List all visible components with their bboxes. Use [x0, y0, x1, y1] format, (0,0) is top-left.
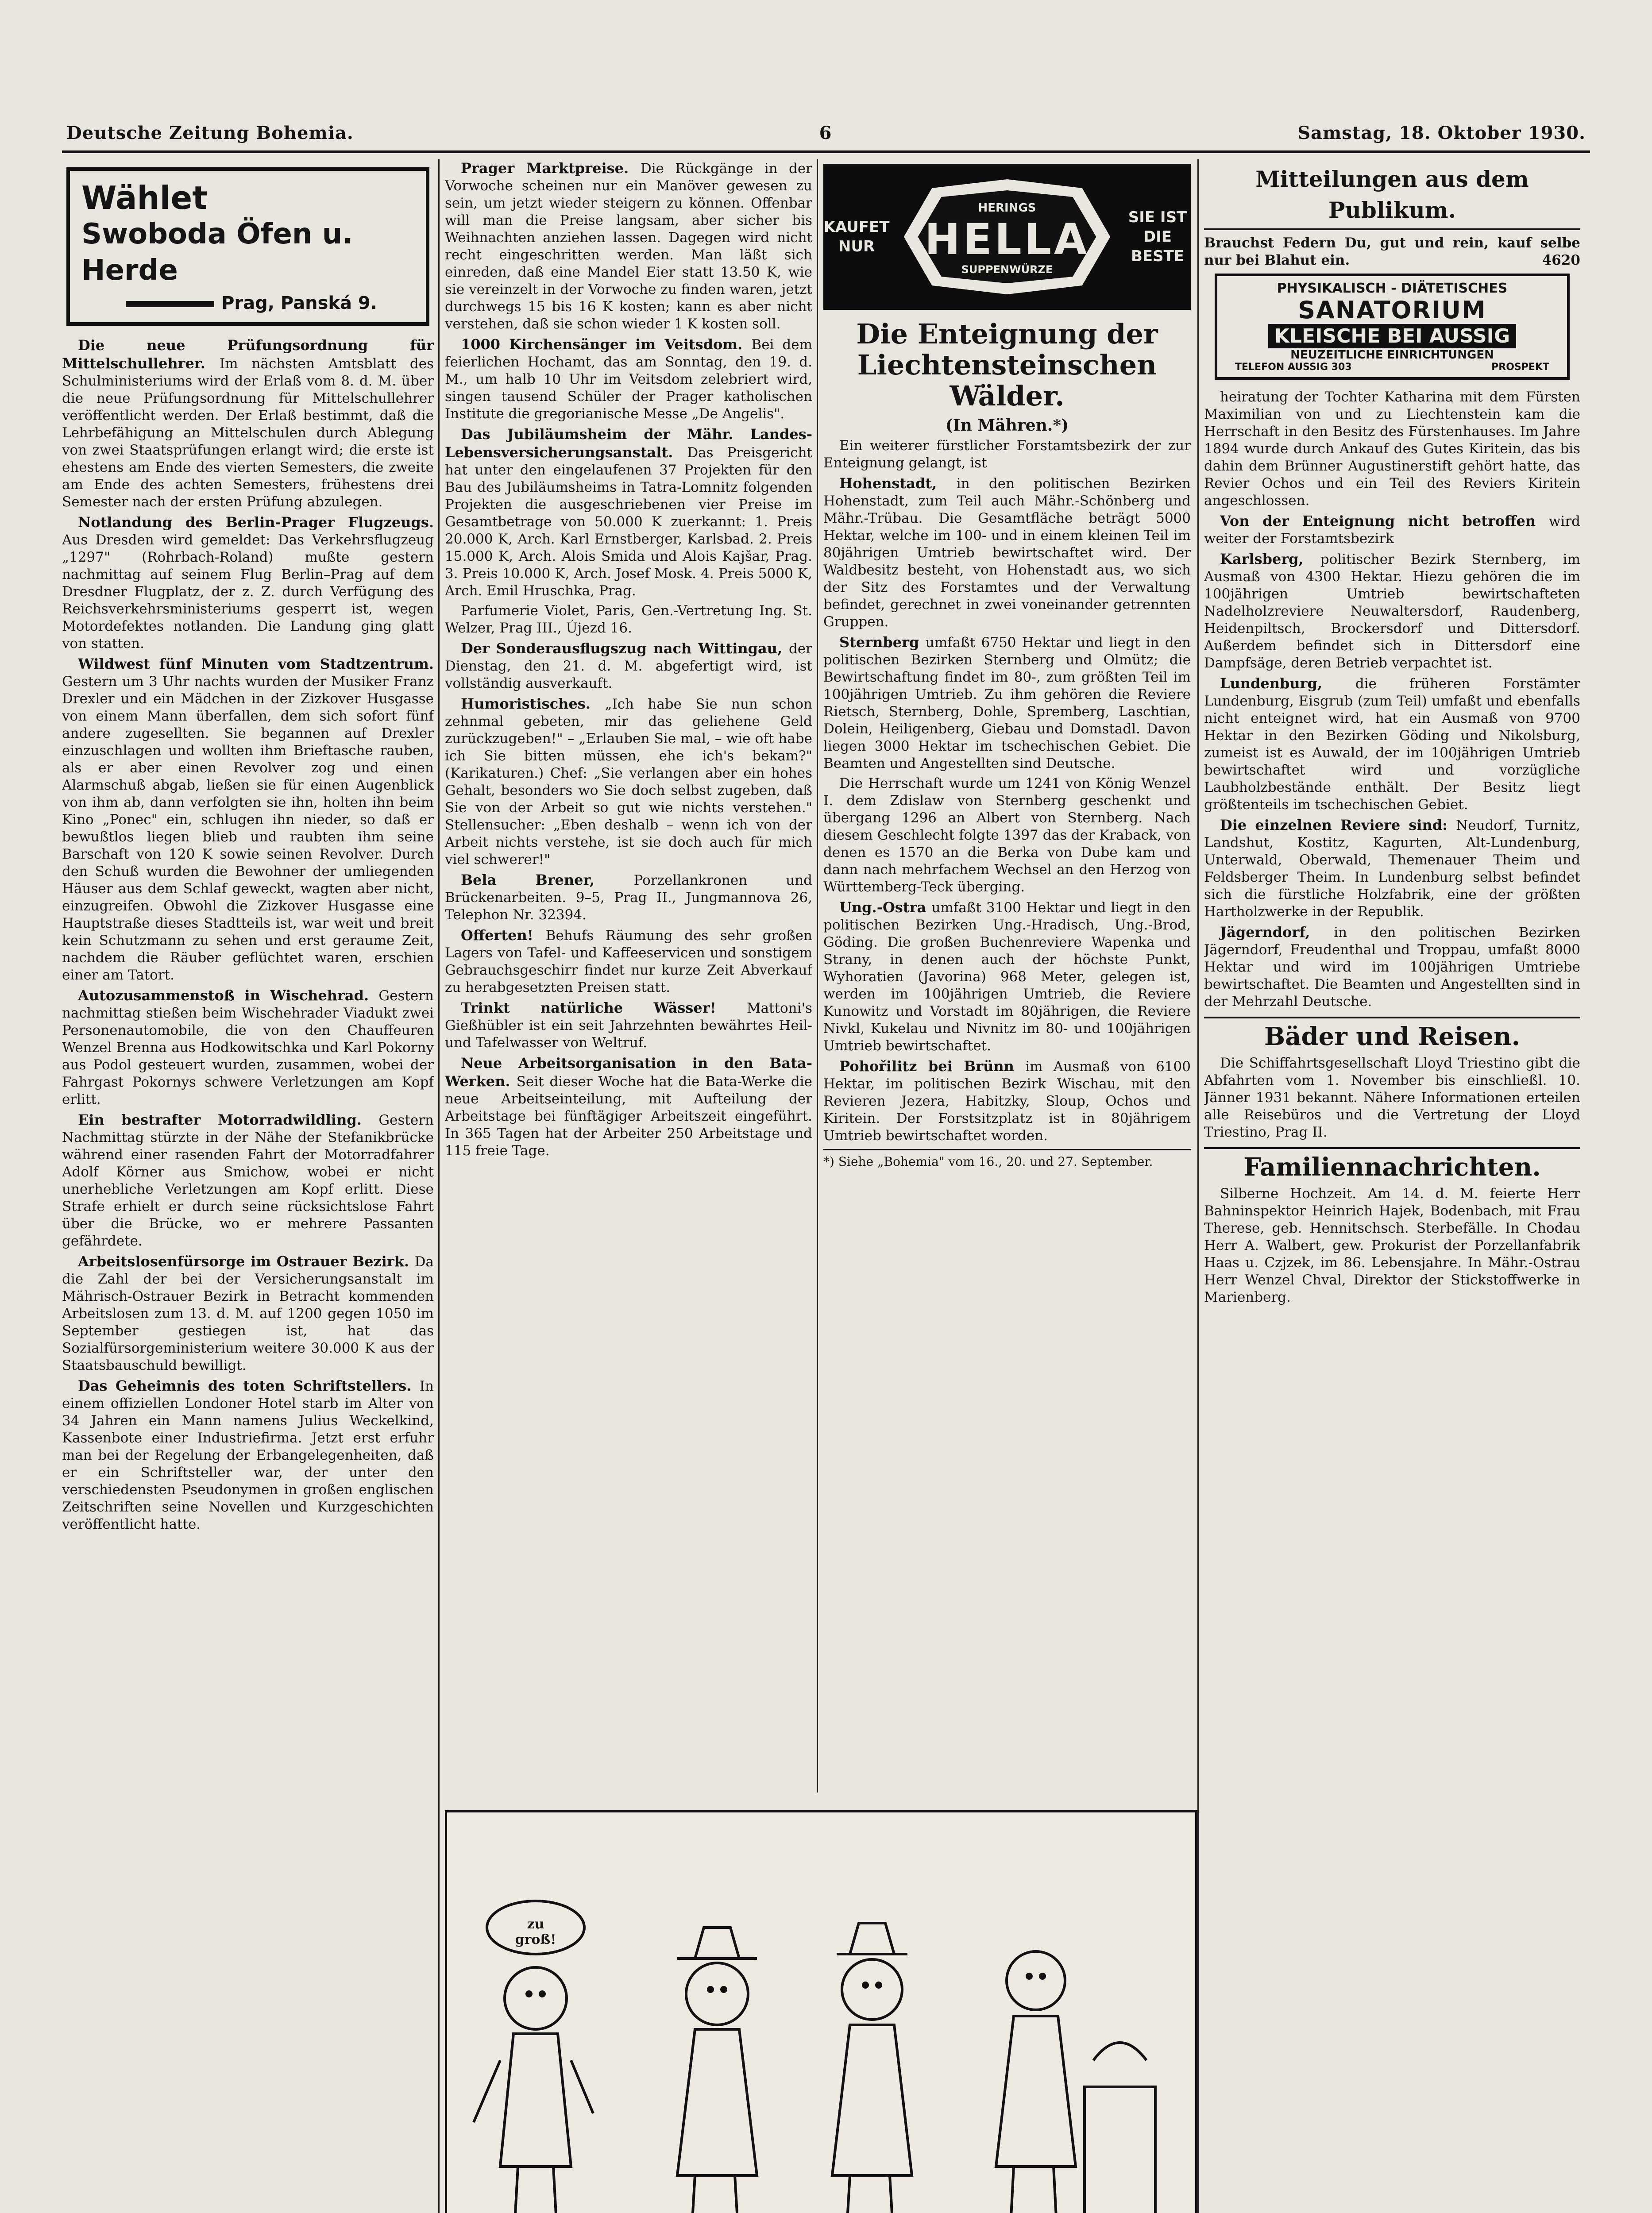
article-paragraph [823, 775, 1191, 896]
header-date: Samstag, 18. Oktober 1930. [1297, 122, 1586, 143]
swoboda-ad-line1: Wählet [81, 179, 208, 216]
cartoon-speech-bubble: zu groß! [515, 1916, 556, 1947]
column-divider [438, 159, 440, 2213]
column-3-footnote: *) Siehe „Bohemia" vom 16., 20. und 27. September. [823, 1149, 1191, 1170]
article-text: umfaßt 6750 Hektar und liegt in den politischen Bezirken Sternberg und Olmütz; die Bewirtschaftung findet im 80-, zum größten Teil im 100jährigen Umtrieb. Zu ihm gehören die Reviere Rietsch, Sternberg, Dohle, Spremberg, Laschtian, Dolein, Heiligenberg, Giebau und Domstadl. Davon liegen 3000 Hektar im tschechischen Gebiet. Die Beamten und Angestellten sind Deutsche. [823, 635, 1191, 771]
column-4-title: Mitteilungen aus dem Publikum. [1204, 164, 1580, 230]
travel-section-title: Bäder und Reisen. [1204, 1017, 1580, 1051]
cartoon-drawing [447, 1812, 1195, 2213]
article-paragraph [445, 425, 812, 600]
article-text: Porzellankronen und Brückenarbeiten. 9–5, Prag II., Jungmannova 26, Telephon Nr. 32394. [445, 872, 812, 923]
article-heading: Prager Marktpreise. [461, 160, 641, 177]
article-heading: Autozusammenstoß in Wischehrad. [78, 987, 379, 1004]
column-2 [445, 159, 812, 1793]
article-heading: Offerten! [461, 927, 546, 944]
article-paragraph [62, 1253, 434, 1374]
article-text: Mattoni's Gießhübler ist ein seit Jahrzehnten bewährtes Heil- und Tafelwasser von Weltruf. [445, 1000, 812, 1051]
sanatorium-ad-line1: PHYSIKALISCH - DIÄTETISCHES [1277, 281, 1508, 296]
article-text: Gestern Nachmittag stürzte in der Nähe der Stefanikbrücke während einer rasenden Fahrt der Motorradfahrer Adolf Körner aus Smichow, wobei er nicht unerhebliche Verletzungen am Kopf erlitt. Diese Strafe erhielt er durch seine rücksichtslose Fahrt über die Brücke, wo er mehrere Passanten gefährdete. [62, 1112, 434, 1249]
article-text: Gestern um 3 Uhr nachts wurden der Musiker Franz Drexler und ein Mädchen in der Zizkover Husgasse von einem Mann überfallen, dem sich sofort fünf andere zugesellten. Sie begannen auf Drexler einzuschlagen und wollten ihm Brieftasche rauben, als er aber einen Revolver zog und einen Alarmschuß abgab, ließen sie für einen Augenblick von ihm ab, dann verfolgten sie ihn, holten ihn beim Kino „Ponec" ein, schlugen ihn nieder, so daß er bewußtlos liegen blieb und raubten ihm seine Barschaft von 120 K sowie seinen Revolver. Durch den Schuß wurden die Bewohner der umliegenden Häuser aus dem Schlaf geweckt, wagten aber nicht, einzugreifen. Obwohl die Zizkover Husgasse eine Hauptstraße dieses Stadtteils ist, war weit und breit kein Schutzmann zu sehen und erst geraume Zeit, nachdem die Räuber geflüchtet waren, erschien einer am Tatort. [62, 674, 434, 983]
hella-advertisement [823, 164, 1191, 310]
column-divider [1197, 159, 1199, 2213]
article-text: „Ich habe Sie nun schon zehnmal gebeten, mir das geliehene Geld zurückzugeben!" – „Erlauben Sie mal, – wie oft habe ich Sie bitten müssen, ehe ich's bekam?" (Karikaturen.) Chef: „Sie verlangen aber ein hohes Gehalt, besonders wo Sie doch selbst zugeben, daß Sie von der Arbeit so gut wie nichts verstehen." Stellensucher: „Eben deshalb – wenn ich von der Arbeit nichts verstehe, ist sie doch auch für mich viel schwerer!" [445, 696, 812, 867]
article-text: politischer Bezirk Sternberg, im Ausmaß von 4300 Hektar. Hiezu gehören die im 100jährigen Umtrieb bewirtschafteten Nadelholzreviere Neuwaltersdorf, Raudenberg, Heidenpiltsch, Brockersdorf und Dittersdorf. Außerdem befindet sich in Dittersdorf eine Dampfsäge, deren Betrieb verpachtet ist. [1204, 551, 1580, 671]
article-text: Parfumerie Violet, Paris, Gen.-Vertretung Ing. St. Welzer, Prag III., Újezd 16. [445, 603, 812, 636]
swoboda-ad-address: Prag, Panská 9. [221, 293, 377, 313]
sanatorium-ad-line3: KLEISCHE BEI AUSSIG [1268, 324, 1516, 348]
sanatorium-ad-line2: SANATORIUM [1298, 296, 1486, 324]
article-text: wird weiter der Forstamtsbezirk [1204, 513, 1580, 547]
article-paragraph [62, 987, 434, 1108]
article-heading: 1000 Kirchensänger im Veitsdom. [461, 336, 752, 353]
travel-section-text: Die Schiffahrtsgesellschaft Lloyd Triestino gibt die Abfahrten vom 1. November bis einschließl. 10. Jänner 1931 bekannt. Nähere Informationen erteilen alle Reisebüros und die Vertretung der Lloyd Triestino, Prag II. [1204, 1055, 1580, 1140]
article-heading: Ein bestrafter Motorradwildling. [78, 1111, 379, 1128]
hella-ad-logo [890, 170, 1124, 303]
sanatorium-ad-prospect: PROSPEKT [1491, 362, 1549, 373]
swoboda-ad-address-row [81, 293, 414, 313]
hella-ad-brand: HELLA [924, 215, 1090, 264]
article-text: Gestern nachmittag stießen beim Wischehrader Viadukt zwei Personenautomobile, die von den Chauffeuren Wenzel Brenna aus Hodkowitschka und Karl Pokorny aus Podol gesteuert wurden, zusammen, wobei der Fahrgast Pokornys schwere Verletzungen am Kopf erlitt. [62, 988, 434, 1107]
article-paragraph [62, 655, 434, 984]
article-heading: Notlandung des Berlin-Prager Flugzeugs. [78, 514, 434, 531]
article-heading: Jägerndorf, [1220, 924, 1334, 941]
hella-ad-top-text: HERINGS [978, 201, 1036, 215]
article-paragraph [823, 898, 1191, 1055]
header-newspaper-name: Deutsche Zeitung Bohemia. [66, 122, 354, 143]
column-2-articles [445, 159, 812, 1160]
article-paragraph [445, 695, 812, 868]
header-page-number: 6 [819, 122, 832, 143]
hella-ad-right-text: SIE IST DIE BESTE [1128, 208, 1187, 265]
column-4-articles [1204, 389, 1580, 1010]
article-paragraph [823, 474, 1191, 631]
article-paragraph [62, 513, 434, 652]
article-text: Bei dem feierlichen Hochamt, das am Sonntag, den 19. d. M., um halb 10 Uhr im Veitsdom zelebriert wird, singen tausend Schüler der Prager katholischen Institute die gregorianische Messe „De Angelis". [445, 337, 812, 422]
column-3-articles [823, 319, 1191, 1145]
article-heading: Bela Brener, [461, 871, 634, 888]
article-paragraph [445, 335, 812, 423]
article-text: Aus Dresden wird gemeldet: Das Verkehrsflugzeug „1297" (Rohrbach-Roland) mußte gestern nachmittag auf seinem Flug Berlin–Prag auf dem Dresdner Flugplatz, der z. Z. durch Verfügung des Reichsverkehrsministeriums gesperrt ist, wegen Motordefektes notlanden. Die Landung ging glatt von statten. [62, 532, 434, 652]
article-text: Im nächsten Amtsblatt des Schulministeriums wird der Erlaß vom 8. d. M. über die neue Prüfungsordnung für Mittelschullehrer veröffentlicht werden. Der Erlaß bestimmt, daß die Lehrbefähigung an Mittelschulen durch Ablegung von zwei Staatsprüfungen erlangt wird; die erste ist ehestens am Ende des vierten Semesters, die zweite am Ende des achten Semesters, frühestens drei Semester nach der ersten Prüfung abzulegen. [62, 356, 434, 510]
article-text: heiratung der Tochter Katharina mit dem Fürsten Maximilian von und zu Liechtenstein kam die Herrschaft in den Besitz des Fürstenhauses. Im Jahre 1894 wurde durch Ankauf des Gutes Kiritein, das bis dahin dem Brünner Augustinerstift gehört hatte, das Revier Ochos und ein Teil des Reviers Kiritein angeschlossen. [1204, 389, 1580, 509]
article-text: in den politischen Bezirken Jägerndorf, Freudenthal und Troppau, umfaßt 8000 Hektar und wird im 100jährigen Umtriebe bewirtschaftet. Die Beamten und Angestellten sind in der Mehrzahl Deutsche. [1204, 925, 1580, 1010]
article-paragraph [1204, 816, 1580, 921]
article-heading: Pohořilitz bei Brünn [839, 1058, 1026, 1075]
article-text: Seit dieser Woche hat die Bata-Werke die neue Arbeitseinteilung, mit Aufteilung der Arbeitstage bei fünftägiger Arbeitszeit eingeführt. In 365 Tagen hat der Arbeiter 250 Arbeitstage und 115 freie Tage. [445, 1074, 812, 1159]
swoboda-advertisement [66, 167, 429, 326]
article-paragraph [1204, 923, 1580, 1010]
article-paragraph [445, 1054, 812, 1160]
swoboda-ad-line2: Swoboda Öfen u. Herde [81, 218, 353, 287]
article-heading: Wildwest fünf Minuten vom Stadtzentrum. [78, 655, 434, 672]
article-paragraph [445, 602, 812, 637]
article-paragraph [1204, 550, 1580, 672]
article-heading: Ung.-Ostra [839, 899, 932, 916]
article-paragraph [823, 1057, 1191, 1145]
article-heading: Sternberg [839, 634, 926, 651]
article-text: Behufs Räumung des sehr großen Lagers von Tafel- und Kaffeeservicen und sonstigem Gebrauchsgeschirr findet nur kurze Zeit Abverkauf zu herabgesetzten Preisen statt. [445, 928, 812, 995]
article-heading: Humoristisches. [461, 695, 605, 712]
sanatorium-advertisement [1215, 274, 1570, 380]
sanatorium-ad-line4: NEUZEITLICHE EINRICHTUNGEN [1290, 348, 1494, 362]
article-text: Da die Zahl der bei der Versicherungsanstalt im Mährisch-Ostrauer Bezirk in Betracht kommenden Arbeitslosen zum 13. d. M. auf 1200 gegen 1050 im September gestiegen ist, hat das Sozialfürsorgeministerium weitere 30.000 K aus der Staatsbauschuld bewilligt. [62, 1254, 434, 1373]
article-paragraph [445, 640, 812, 692]
article-text: Neudorf, Turnitz, Landshut, Kostitz, Kagurten, Alt-Lundenburg, Unterwald, Oberwald, Themenauer Theim und Feldsberger Theim. In Lundenburg selbst befindet sich die fürstliche Holzfabrik, eine der größten Hartholzwerke in der Republik. [1204, 817, 1580, 920]
hella-ad-bottom-text: SUPPENWÜRZE [961, 263, 1053, 276]
sanatorium-ad-phone: TELEFON AUSSIG 303 [1235, 362, 1352, 373]
article-paragraph [823, 633, 1191, 772]
article-text: der Dienstag, den 21. d. M. abgefertigt wird, ist vollständig ausverkauft. [445, 641, 812, 691]
article-text: Ein weiterer fürstlicher Forstamtsbezirk der zur Enteignung gelangt, ist [823, 438, 1191, 471]
article-paragraph [62, 1377, 434, 1533]
feathers-notice-text: Brauchst Federn Du, gut und rein, kauf selbe nur bei Blahut ein. [1204, 235, 1580, 268]
article-heading: Hohenstadt, [839, 475, 957, 492]
article-heading: Die neue Prüfungsordnung für Mittelschullehrer. [62, 337, 434, 372]
article-text: die früheren Forstämter Lundenburg, Eisgrub (zum Teil) umfaßt und ebenfalls nicht enteignet wird, hat ein Ausmaß von 9700 Hektar in den Bezirken Göding und Nikolsburg, zumeist ist es Auwald, der im 100jährigen Umtrieb bewirtschaftet wird und vorzügliche Laubholzbestände enthält. Der Besitz liegt größtenteils im tschechischen Gebiet. [1204, 676, 1580, 813]
article-heading: Das Geheimnis des toten Schriftstellers. [78, 1377, 420, 1394]
page-header [66, 120, 1586, 146]
article-paragraph [62, 1111, 434, 1250]
article-subtitle: (In Mähren.*) [945, 416, 1069, 435]
article-heading: Das Jubiläumsheim der Mähr. Landes-Lebensversicherungsanstalt. [445, 426, 812, 461]
article-text: Das Preisgericht hat unter den eingelaufenen 37 Projekten für den Bau des Jubiläumsheims in Tatra-Lomnitz folgenden Projekten die ausgeschriebenen vier Preise im Gesamtbetrage von 50.000 K zuerkannt: 1. Preis 20.000 K, Arch. Karl Ernstberger, Karlsbad. 2. Preis 15.000 K, Arch. Alois Smida und Alois Kajšar, Prag. 3. Preis 10.000 K, Arch. Josef Mosk. 4. Preis 5000 K, Arch. Emil Hruschka, Prag. [445, 445, 812, 599]
column-1-articles [62, 336, 434, 1533]
feathers-notice [1204, 235, 1580, 269]
article-paragraph [445, 871, 812, 924]
article-text: in den politischen Bezirken Hohenstadt, zum Teil auch Mähr.-Schönberg und Mähr.-Trübau. Die Gesamtfläche beträgt 5000 Hektar, welche im 100- und in einem kleinen Teil im 80jährigen Umtrieb bewirtschaftet wird. Der Waldbesitz besteht, von Hohenstadt aus, wo sich der Sitz des Forstamtes und der Verwaltung befindet, gerechnet in zwei voneinander getrennten Gruppen. [823, 476, 1191, 630]
article-text: im Ausmaß von 6100 Hektar, im politischen Bezirk Wischau, mit den Revieren Jezera, Habitzky, Sloup, Ochos und Kiritein. Der Forstsitzplatz ist in 80jährigem Umtrieb bewirtschaftet worden. [823, 1059, 1191, 1144]
column-3 [823, 159, 1191, 1788]
article-paragraph [1204, 389, 1580, 509]
article-text: umfaßt 3100 Hektar und liegt in den politischen Bezirken Ung.-Hradisch, Ung.-Brod, Göding. Die großen Buchenreviere Wapenka und Strany, in denen auch der höchste Punkt, Wyhoratien (Javorina) 968 Meter, gelegen ist, werden im 100jährigen Umtrieb, die Reviere Kunowitz und Vorstadt im 80jährigen, die Reviere Nivkl, Kukelau und Nivnitz im 80- und 100jährigen Umtrieb bewirtschaftet. [823, 900, 1191, 1054]
article-heading: Neue Arbeitsorganisation in den Bata-Werken. [445, 1055, 812, 1090]
article-paragraph [823, 437, 1191, 472]
article-main-title: Die Enteignung der Liechtensteinschen Wälder. [856, 318, 1158, 412]
header-rule [62, 150, 1590, 153]
feathers-notice-number: 4620 [1542, 252, 1580, 268]
article-paragraph [445, 159, 812, 333]
decorative-bar [126, 301, 214, 307]
column-4 [1204, 159, 1580, 2213]
article-heading: Arbeitslosenfürsorge im Ostrauer Bezirk. [78, 1253, 415, 1270]
article-paragraph [445, 926, 812, 996]
article-heading: Karlsberg, [1220, 551, 1320, 567]
article-heading: Der Sonderausflugszug nach Wittingau, [461, 640, 789, 657]
article-text: Die Rückgänge in der Vorwoche scheinen nur ein Manöver gewesen zu sein, um jetzt wieder steigern zu können. Offenbar will man die Preise langsam, aber sicher bis Weihnachten anziehen lassen. Dagegen wird nicht recht eingeschritten werden. Man läßt sich einreden, daß eine Mandel Eier statt 13.50 K, wie sie vereinzelt in der Vorwoche zu finden waren, jetzt durchwegs 15 bis 16 K kosten; kann es aber nicht verstehen, daß sie schon wieder 1 K kosten soll. [445, 161, 812, 332]
article-text: Die Herrschaft wurde um 1241 von König Wenzel I. dem Zdislaw von Sternberg geschenkt und übergang 1296 an Albert von Sternberg. Nach diesem Geschlecht folgte 1397 das der Kraback, von denen es 1570 an die Berka von Dube kam und dann nach mehrfachem Wechsel an den Herzog von Württemberg-Teck überging. [823, 775, 1191, 895]
hella-ad-left-text: KAUFET NUR [823, 218, 890, 255]
article-paragraph [1204, 512, 1580, 547]
article-paragraph [1204, 675, 1580, 813]
article-text: In einem offiziellen Londoner Hotel starb im Alter von 34 Jahren ein Mann namens Julius Weckelkind, Kassenbote einer Industriefirma. Jetzt erst erfuhr man bei der Regelung der Erbangelegenheiten, daß er ein Schriftsteller war, der unter den verschiedensten Pseudonymen in großen englischen Zeitschriften seine Novellen und Kurzgeschichten veröffentlicht hatte. [62, 1378, 434, 1532]
family-section-title: Familiennachrichten. [1204, 1147, 1580, 1182]
column-1 [62, 159, 434, 2213]
cartoon-illustration [445, 1810, 1197, 2213]
article-paragraph [62, 336, 434, 511]
sanatorium-ad-footer [1222, 362, 1563, 373]
column-divider [817, 159, 818, 1793]
article-paragraph [445, 999, 812, 1052]
article-heading: Von der Enteignung nicht betroffen [1220, 513, 1549, 529]
article-heading: Trinkt natürliche Wässer! [461, 999, 747, 1016]
article-heading: Lundenburg, [1220, 675, 1355, 692]
article-heading: Die einzelnen Reviere sind: [1220, 817, 1456, 833]
family-section-text: Silberne Hochzeit. Am 14. d. M. feierte Herr Bahninspektor Heinrich Hajek, Bodenbach, mit Frau Therese, geb. Hennitschsch. Sterbefälle. In Chodau Herr A. Walbert, gew. Prokurist der Porzellanfabrik Haas u. Czjzek, im 86. Lebensjahre. In Mähr.-Ostrau Herr Wenzel Chval, Direktor der Stickstoffwerke in Marienberg. [1204, 1186, 1580, 1305]
